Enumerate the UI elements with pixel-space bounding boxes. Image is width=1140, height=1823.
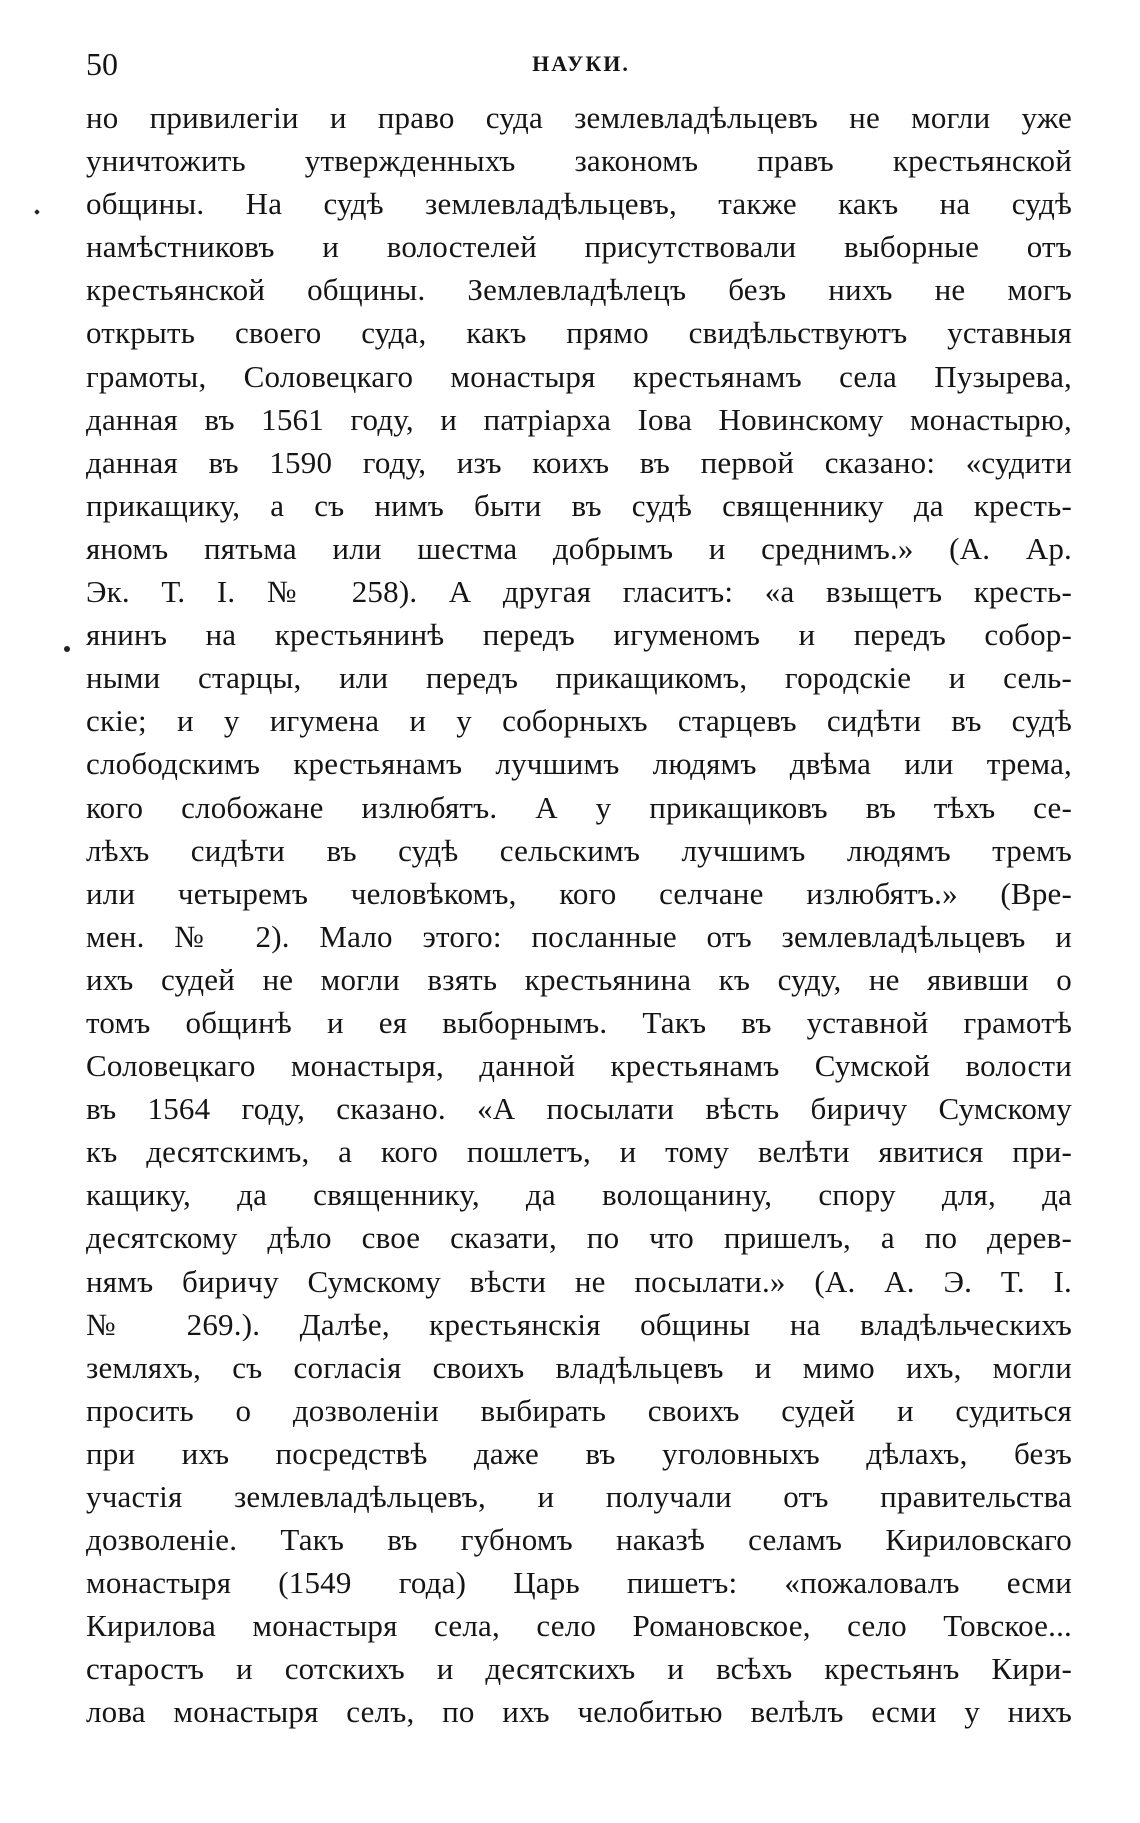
text-line: крестьянской общины. Землевладѣлецъ безъ нихъ не могъ: [86, 272, 1072, 308]
text-line: прикащику, а съ нимъ быти въ судѣ священнику да кресть-: [86, 487, 1072, 523]
margin-mark: [34, 209, 40, 215]
text-line: намѣстниковъ и волостелей присутствовали выборные отъ: [86, 229, 1072, 265]
text-line: скіе; и у игумена и у соборныхъ старцевъ сидѣти въ судѣ: [86, 703, 1072, 739]
body-text: [86, 96, 1072, 1734]
running-head: НАУКИ.: [532, 51, 630, 76]
text-line: кого слобожане излюбятъ. А у прикащиковъ въ тѣхъ се-: [86, 789, 1072, 825]
text-line: яномъ пятьма или шестма добрымъ и среднимъ.» (А. Ар.: [86, 530, 1072, 566]
margin-mark: [64, 646, 70, 652]
text-line: общины. На судѣ землевладѣльцевъ, также какъ на судѣ: [86, 186, 1072, 222]
text-line: открыть своего суда, какъ прямо свидѣльствуютъ уставныя: [86, 315, 1072, 351]
text-line: старостъ и сотскихъ и десятскихъ и всѣхъ крестьянъ Кири-: [86, 1651, 1072, 1687]
text-line: къ десятскимъ, а кого пошлетъ, и тому велѣти явитися при-: [86, 1134, 1072, 1170]
text-line: но привилегіи и право суда землевладѣльцевъ не могли уже: [86, 100, 1072, 135]
text-line: ихъ судей не могли взять крестьянина къ суду, не явивши о: [86, 961, 1072, 997]
text-line: или четыремъ человѣкомъ, кого селчане излюбятъ.» (Вре-: [86, 875, 1072, 911]
text-line: просить о дозволеніи выбирать своихъ судей и судиться: [86, 1392, 1072, 1428]
text-line: слободскимъ крестьянамъ лучшимъ людямъ двѣма или трема,: [86, 746, 1072, 782]
text-line: данная въ 1561 году, и патріарха Іова Новинскому монастырю,: [86, 401, 1072, 437]
text-line: десятскому дѣло свое сказати, по что пришелъ, а по дерев-: [86, 1220, 1072, 1256]
text-line: Эк. Т. I. № 258). А другая гласитъ: «а взыщетъ кресть-: [86, 574, 1072, 610]
text-line: мен. № 2). Мало этого: посланные отъ землевладѣльцевъ и: [86, 918, 1072, 954]
text-line: дозволеніе. Такъ въ губномъ наказѣ селамъ Кириловскаго: [86, 1522, 1072, 1558]
text-line: № 269.). Далѣе, крестьянскія общины на владѣльческихъ: [86, 1306, 1072, 1342]
text-line: нямъ биричу Сумскому вѣсти не посылати.» (А. А. Э. Т. I.: [86, 1263, 1072, 1299]
text-line: земляхъ, съ согласія своихъ владѣльцевъ и мимо ихъ, могли: [86, 1349, 1072, 1385]
text-line: кащику, да священнику, да волощанину, спору для, да: [86, 1177, 1072, 1213]
text-line: при ихъ посредствѣ даже въ уголовныхъ дѣлахъ, безъ: [86, 1435, 1072, 1471]
text-line: уничтожить утвержденныхъ закономъ правъ крестьянской: [86, 143, 1072, 179]
text-line: участія землевладѣльцевъ, и получали отъ правительства: [86, 1479, 1072, 1514]
page-number: 50: [86, 46, 118, 82]
text-line: монастыря (1549 года) Царь пишетъ: «пожаловалъ есми: [86, 1565, 1072, 1601]
text-line: ными старцы, или передъ прикащикомъ, городскіе и сель-: [86, 660, 1072, 696]
text-line: Кирилова монастыря села, село Романовское, село Товское...: [86, 1608, 1072, 1644]
text-line: лова монастыря селъ, по ихъ челобитью велѣлъ есми у нихъ: [86, 1694, 1072, 1730]
page-header: [86, 44, 1076, 84]
text-line: данная въ 1590 году, изъ коихъ въ первой сказано: «судити: [86, 444, 1072, 480]
text-line: янинъ на крестьянинѣ передъ игуменомъ и передъ собор-: [86, 617, 1072, 653]
text-line: томъ общинѣ и ея выборнымъ. Такъ въ уставной грамотѣ: [86, 1004, 1072, 1040]
text-line: въ 1564 году, сказано. «А посылати вѣсть биричу Сумскому: [86, 1091, 1072, 1127]
text-line: Соловецкаго монастыря, данной крестьянамъ Сумской волости: [86, 1048, 1072, 1084]
text-line: грамоты, Соловецкаго монастыря крестьянамъ села Пузырева,: [86, 358, 1072, 394]
text-line: лѣхъ сидѣти въ судѣ сельскимъ лучшимъ людямъ тремъ: [86, 832, 1072, 868]
